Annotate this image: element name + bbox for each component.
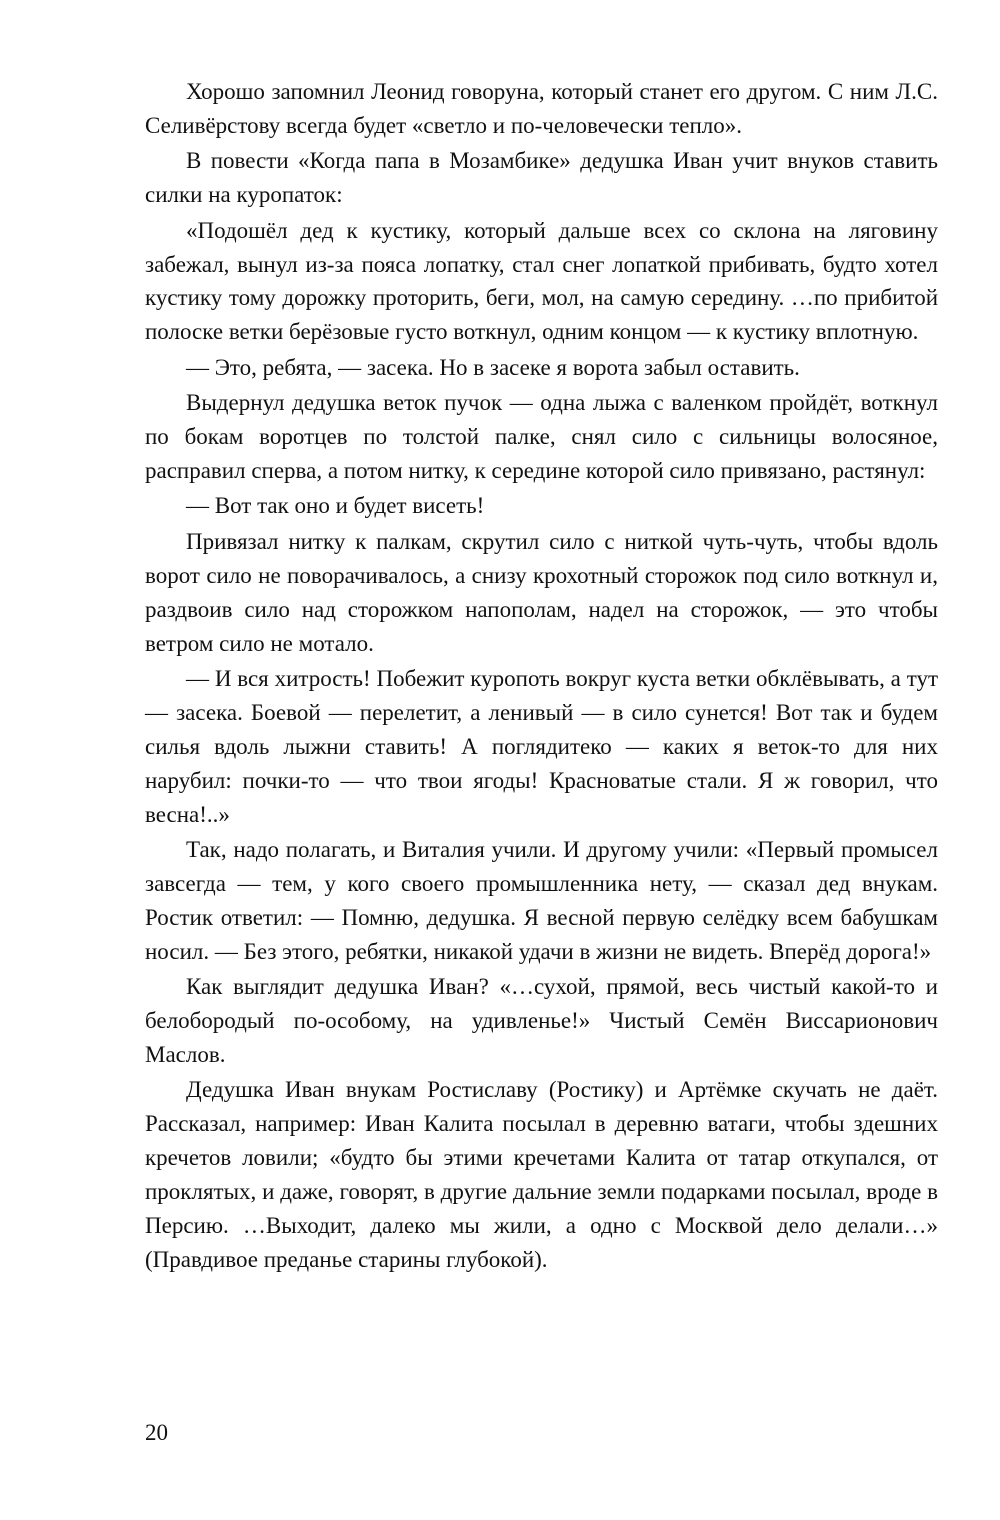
paragraph-11: Дедушка Иван внукам Ростиславу (Ростику) и Артёмке скучать не даёт. Рассказал, например: Иван Калита посылал в деревню ватаги, чтобы здешних кречетов ловили; «будто бы этими кречетами Калита от татар откупался, от проклятых, и даже, говорят, в другие дальние земли подарками посылал, вроде в Персию. …Выходит, далеко мы жили, а одно с Москвой дело делали…» (Правдивое преданье старины глубокой). (145, 1077, 938, 1272)
paragraph-10: Как выглядит дедушка Иван? «…сухой, прямой, весь чистый какой-то и белобородый по-особому, на удивленье!» Чистый Семён Виссарионович Маслов. (145, 974, 938, 1067)
paragraph-6-dialogue: — Вот так оно и будет висеть! (186, 493, 485, 519)
paragraph-8-dialogue: — И вся хитрость! Побежит куропоть вокруг куста ветки обклёвывать, а тут — засека. Боевой — перелетит, а ленивый — в сило сунется! Вот так и будем силья вдоль лыжни ставить! А поглядитеко — каких я веток-то для них нарубил: почки-то — что твои ягоды! Красноватые стали. Я ж говорил, что весна!..» (145, 665, 938, 827)
body-text (145, 75, 938, 1278)
page-number: 20 (145, 1420, 168, 1445)
paragraph-4-dialogue: — Это, ребята, — засека. Но в засеке я ворота забыл оставить. (186, 354, 800, 380)
paragraph-1: Хорошо запомнил Леонид говоруна, который станет его другом. С ним Л.С. Селивёрстову всегда будет «светло и по-человечески тепло». (145, 79, 938, 138)
paragraph-3-quote: «Подошёл дед к кустику, который дальше всех со склона на ляговину забежал, вынул из-за пояса лопатку, стал снег лопаткой прибивать, будто хотел кустику тому дорожку проторить, беги, мол, на самую середину. …по прибитой полоске ветки берёзовые густо воткнул, одним концом — к кустику вплотную. (145, 217, 938, 345)
paragraph-5: Выдернул дедушка веток пучок — одна лыжа с валенком пройдёт, воткнул по бокам воротцев по толстой палке, снял сило с сильницы волосяное, расправил сперва, а потом нитку, к середине которой сило привязано, растянул: (145, 390, 938, 483)
paragraph-9: Так, надо полагать, и Виталия учили. И другому учили: «Первый промысел завсегда — тем, у кого своего промышленника нету, — сказал дед внукам. Ростик ответил: — Помню, дедушка. Я весной первую селёдку всем бабушкам носил. — Без этого, ребятки, никакой удачи в жизни не видеть. Вперёд дорога!» (145, 836, 938, 964)
paragraph-7: Привязал нитку к палкам, скрутил сило с ниткой чуть-чуть, чтобы вдоль ворот сило не поворачивалось, а снизу крохотный сторожок под сило воткнул и, раздвоив сило над сторожком напополам, надел на сторожок, — это чтобы ветром сило не мотало. (145, 528, 938, 656)
paragraph-2: В повести «Когда папа в Мозамбике» дедушка Иван учит внуков ставить силки на куропаток: (145, 148, 938, 208)
